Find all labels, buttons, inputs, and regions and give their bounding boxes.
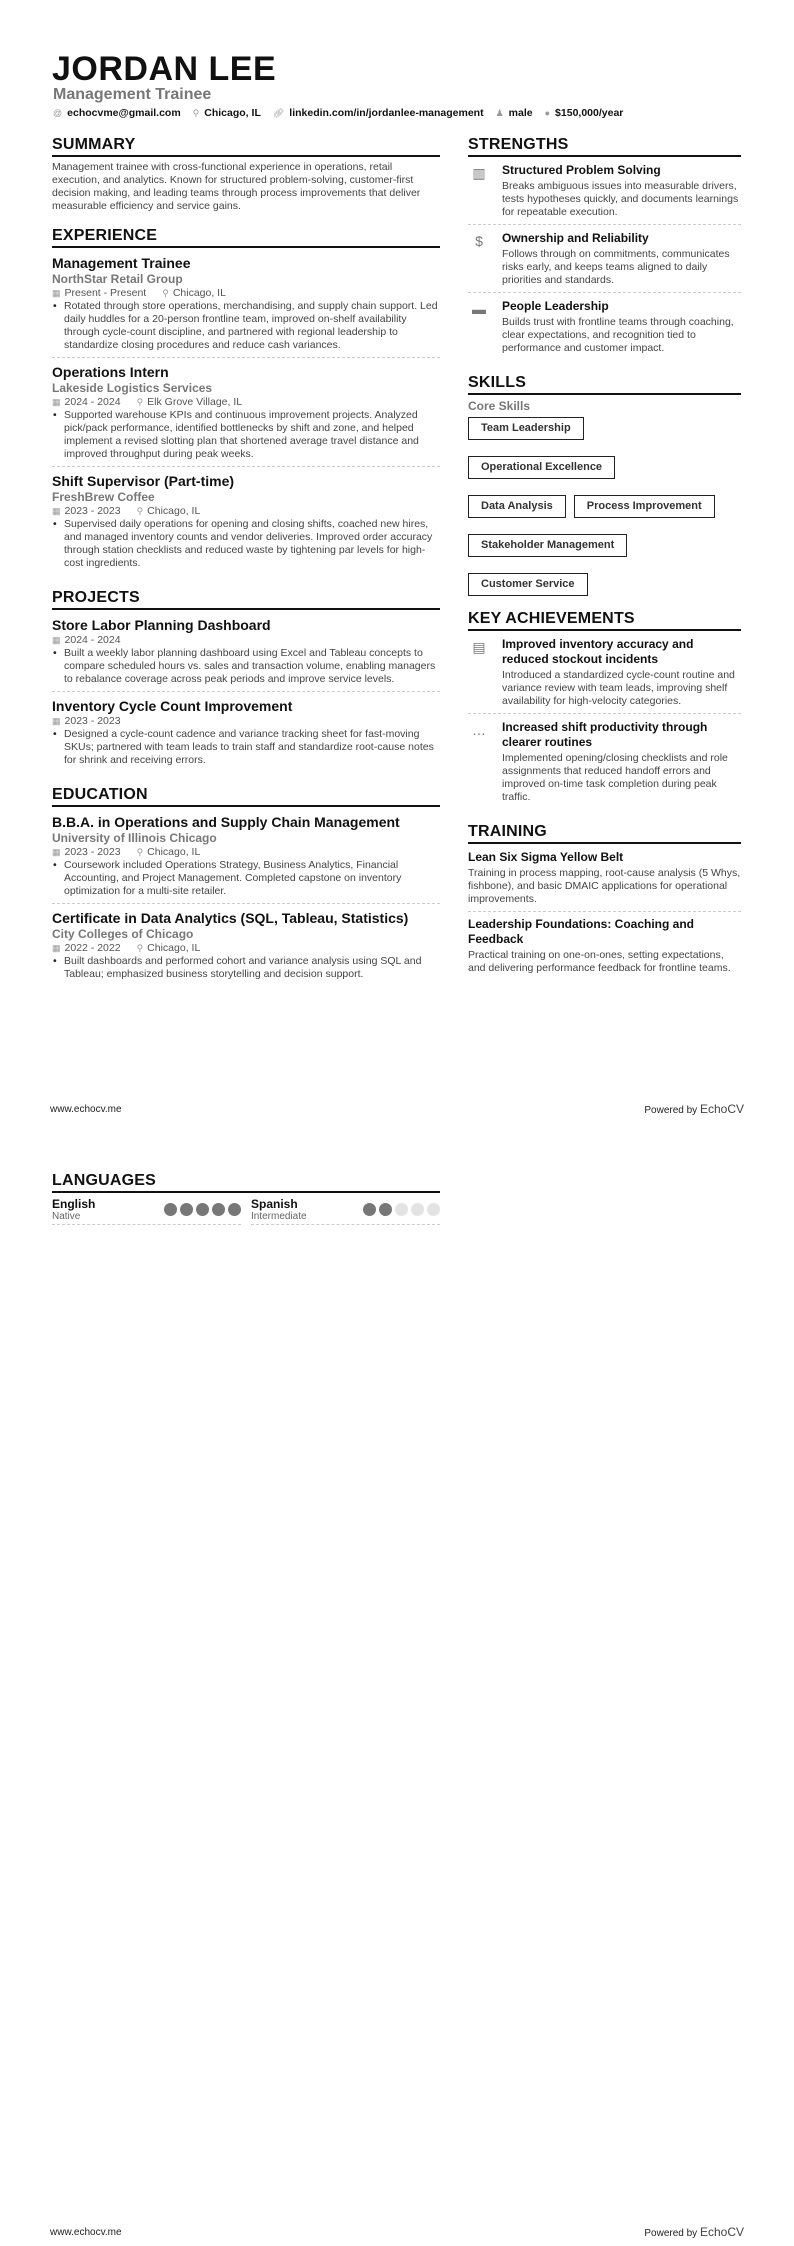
item-text: Builds trust with frontline teams through coaching, clear expectations, and recognition tied to performance and customer impact. [502, 316, 734, 354]
item-location: Chicago, IL [147, 942, 201, 954]
item-title: Ownership and Reliability [502, 231, 649, 245]
skill-tag: Team Leadership [468, 417, 584, 440]
powered-prefix: Powered by [644, 1105, 700, 1116]
education-section [52, 786, 440, 986]
contact-row [53, 107, 623, 119]
rating-dot [427, 1203, 440, 1216]
skill-tag: Stakeholder Management [468, 534, 627, 557]
rating-dot [228, 1203, 241, 1216]
summary-section [52, 136, 440, 213]
item-meta [52, 505, 440, 518]
degree: Certificate in Data Analytics (SQL, Tableau, Statistics) [52, 910, 409, 926]
job-title: Management Trainee [52, 255, 191, 271]
rating-dot [212, 1203, 225, 1216]
person-icon: ♟ [495, 107, 504, 118]
item-text: Follows through on commitments, communicates risks early, and keeps teams aligned to daily priorities and standards. [502, 248, 730, 286]
languages-section [52, 1172, 440, 1225]
building-icon: ▥ [472, 165, 486, 181]
calendar-icon: ▦ [52, 397, 61, 407]
bullet: • Coursework included Operations Strategy, Business Analytics, Financial Accounting, and Project Management. Completed capstone on inventory optimization for a multi-site retailer. [52, 859, 440, 898]
project-item [52, 614, 440, 692]
bullet: • Rotated through store operations, merchandising, and supply chain support. Led daily huddles for a 20-person frontline team, improved on-shelf availability through cycle-count discipline, and partnered with regional leadership to standardize closing procedures and reduce cash variances. [52, 300, 440, 352]
item-title: Increased shift productivity through clearer routines [502, 720, 708, 749]
bullet: • Built dashboards and performed cohort and variance analysis using SQL and Tableau; emphasized business storytelling and decision support. [52, 955, 440, 981]
training-item [468, 915, 741, 980]
calendar-icon: ▦ [52, 506, 61, 516]
strengths-item [468, 297, 741, 360]
item-dates: 2024 - 2024 [64, 634, 121, 646]
brand-logo[interactable]: EchoCV [699, 1102, 744, 1116]
section-heading: STRENGTHS [468, 136, 741, 157]
rating-dot [180, 1203, 193, 1216]
item-dates: Present - Present [64, 287, 147, 299]
degree: B.B.A. in Operations and Supply Chain Management [52, 814, 400, 830]
experience-item [52, 252, 440, 358]
calendar-icon: ▦ [52, 716, 61, 726]
education-item [52, 907, 440, 986]
item-meta [52, 942, 440, 955]
location-icon: ⚲ [192, 107, 200, 118]
language-item [251, 1197, 440, 1225]
achievements-item [468, 635, 741, 714]
item-location: Chicago, IL [172, 287, 226, 299]
job-title: Operations Intern [52, 364, 169, 380]
experience-section [52, 227, 440, 575]
rating-dot [395, 1203, 408, 1216]
achievements-section [468, 610, 741, 809]
item-title: Improved inventory accuracy and reduced stockout incidents [502, 637, 694, 666]
projects-section [52, 589, 440, 772]
language-rating [363, 1197, 440, 1222]
training-text: Practical training on one-on-ones, setting expectations, and delivering performance feedback for frontline teams. [468, 949, 731, 974]
summary-text: Management trainee with cross-functional experience in operations, retail execution, and analytics. Known for structured problem-solving, customer-first decision making, and leading teams through process improvements that deliver measurable efficiency and service gains. [52, 161, 421, 212]
section-heading: EDUCATION [52, 786, 440, 807]
skills-section [468, 374, 741, 596]
rating-dot [363, 1203, 376, 1216]
footer-website[interactable]: www.echocv.me [50, 1104, 122, 1115]
location-icon: ⚲ [136, 943, 144, 953]
training-title: Leadership Foundations: Coaching and Feedback [468, 917, 695, 946]
bullet: • Supervised daily operations for opening and closing shifts, coached new hires, and managed inventory counts and vendor deliveries. Improved order accuracy through station checklists and reduced waste by tightening par levels for high-cost ingredients. [52, 518, 440, 570]
calendar-icon: ▦ [52, 635, 61, 645]
job-title: Shift Supervisor (Part-time) [52, 473, 235, 489]
item-location: Chicago, IL [147, 505, 201, 517]
candidate-title: Management Trainee [53, 86, 212, 103]
item-location: Chicago, IL [147, 846, 201, 858]
bullet: • Supported warehouse KPIs and continuous improvement projects. Analyzed pick/pack performance, identified bottlenecks by shift and zone, and helped implement a revised slotting plan that shortened average travel distance and improved throughput during peak weeks. [52, 409, 440, 461]
item-dates: 2023 - 2023 [64, 715, 121, 727]
strengths-section [468, 136, 741, 360]
section-heading: SUMMARY [52, 136, 440, 157]
training-item [468, 848, 741, 912]
calendar-icon: ▦ [52, 943, 61, 953]
clipboard-icon: ▤ [472, 639, 486, 655]
training-title: Lean Six Sigma Yellow Belt [468, 850, 624, 864]
item-title: People Leadership [502, 299, 609, 313]
bullet: • Built a weekly labor planning dashboard using Excel and Tableau concepts to compare scheduled hours vs. sales and transaction volume, enabling managers to rebalance coverage across peak periods and improve service levels. [52, 647, 440, 686]
item-dates: 2022 - 2022 [64, 942, 121, 954]
section-heading: TRAINING [468, 823, 741, 844]
company-name: NorthStar Retail Group [52, 272, 183, 286]
experience-item [52, 361, 440, 467]
rating-dot [164, 1203, 177, 1216]
left-column [52, 136, 440, 1000]
training-section [468, 823, 741, 980]
item-meta [52, 634, 440, 647]
rating-dot [411, 1203, 424, 1216]
company-name: FreshBrew Coffee [52, 490, 155, 504]
email[interactable]: echocvme@gmail.com [67, 107, 181, 119]
project-name: Inventory Cycle Count Improvement [52, 698, 293, 714]
location-icon: ⚲ [136, 397, 144, 407]
skill-tag: Process Improvement [574, 495, 715, 518]
item-location: Elk Grove Village, IL [147, 396, 243, 408]
footer-powered-page2 [644, 2225, 744, 2239]
skills-group-label: Core Skills [468, 399, 531, 413]
location-icon: ⚲ [136, 847, 144, 857]
money-icon: ● [544, 108, 551, 118]
at-icon: @ [53, 108, 63, 118]
powered-prefix: Powered by [644, 2228, 700, 2239]
dollar-icon: $ [475, 233, 483, 249]
briefcase-icon: ▬ [472, 301, 486, 317]
experience-item [52, 470, 440, 575]
rating-dot [379, 1203, 392, 1216]
gender: male [508, 107, 533, 119]
brand-logo[interactable]: EchoCV [699, 2225, 744, 2239]
strengths-item [468, 161, 741, 225]
language-name: English [52, 1197, 96, 1211]
item-dates: 2023 - 2023 [64, 505, 121, 517]
skill-tag: Customer Service [468, 573, 588, 596]
section-heading: SKILLS [468, 374, 741, 395]
item-dates: 2024 - 2024 [64, 396, 121, 408]
location-icon: ⚲ [136, 506, 144, 516]
school-name: City Colleges of Chicago [52, 927, 194, 941]
link-icon: 🔗︎ [272, 107, 285, 118]
bullet: • Designed a cycle-count cadence and variance tracking sheet for fast-moving SKUs; partnered with team leads to train staff and standardize root-cause notes for shrink and receiving errors. [52, 728, 440, 767]
footer-powered [644, 1102, 744, 1116]
calendar-icon: ▦ [52, 288, 61, 298]
language-rating [164, 1197, 241, 1222]
item-meta [52, 396, 440, 409]
language-item [52, 1197, 241, 1225]
location: Chicago, IL [204, 107, 261, 119]
company-name: Lakeside Logistics Services [52, 381, 213, 395]
section-heading: EXPERIENCE [52, 227, 440, 248]
section-heading: KEY ACHIEVEMENTS [468, 610, 741, 631]
language-level: Intermediate [251, 1211, 307, 1222]
item-meta [52, 846, 440, 859]
item-dates: 2023 - 2023 [64, 846, 121, 858]
rating-dot [196, 1203, 209, 1216]
language-level: Native [52, 1211, 81, 1222]
footer-website-page2[interactable]: www.echocv.me [50, 2227, 122, 2238]
training-text: Training in process mapping, root-cause analysis (5 Whys, fishbone), and basic DMAIC applications for operational improvements. [468, 867, 741, 905]
section-heading: PROJECTS [52, 589, 440, 610]
language-name: Spanish [251, 1197, 298, 1211]
project-item [52, 695, 440, 772]
skill-tag: Data Analysis [468, 495, 566, 518]
project-name: Store Labor Planning Dashboard [52, 617, 271, 633]
school-name: University of Illinois Chicago [52, 831, 217, 845]
salary: $150,000/year [555, 107, 624, 119]
item-text: Introduced a standardized cycle-count routine and variance review with team leads, improving shelf availability for high-velocity categories. [502, 669, 735, 707]
education-item [52, 811, 440, 904]
linkedin-link[interactable]: linkedin.com/in/jordanlee-management [289, 107, 484, 119]
item-meta [52, 287, 440, 300]
item-title: Structured Problem Solving [502, 163, 661, 177]
location-icon: ⚲ [162, 288, 169, 298]
item-text: Breaks ambiguous issues into measurable drivers, tests hypotheses quickly, and documents learnings for repeatable execution. [502, 180, 739, 218]
achievements-item [468, 718, 741, 809]
chat-icon: … [472, 722, 486, 738]
item-text: Implemented opening/closing checklists and role assignments that reduced handoff errors and improved on-time task completion during peak traffic. [502, 752, 728, 803]
candidate-name: JORDAN LEE [52, 50, 277, 88]
calendar-icon: ▦ [52, 847, 61, 857]
skill-tag: Operational Excellence [468, 456, 615, 479]
strengths-item [468, 229, 741, 293]
item-meta [52, 715, 440, 728]
right-column [468, 136, 741, 994]
section-heading: LANGUAGES [52, 1172, 440, 1193]
